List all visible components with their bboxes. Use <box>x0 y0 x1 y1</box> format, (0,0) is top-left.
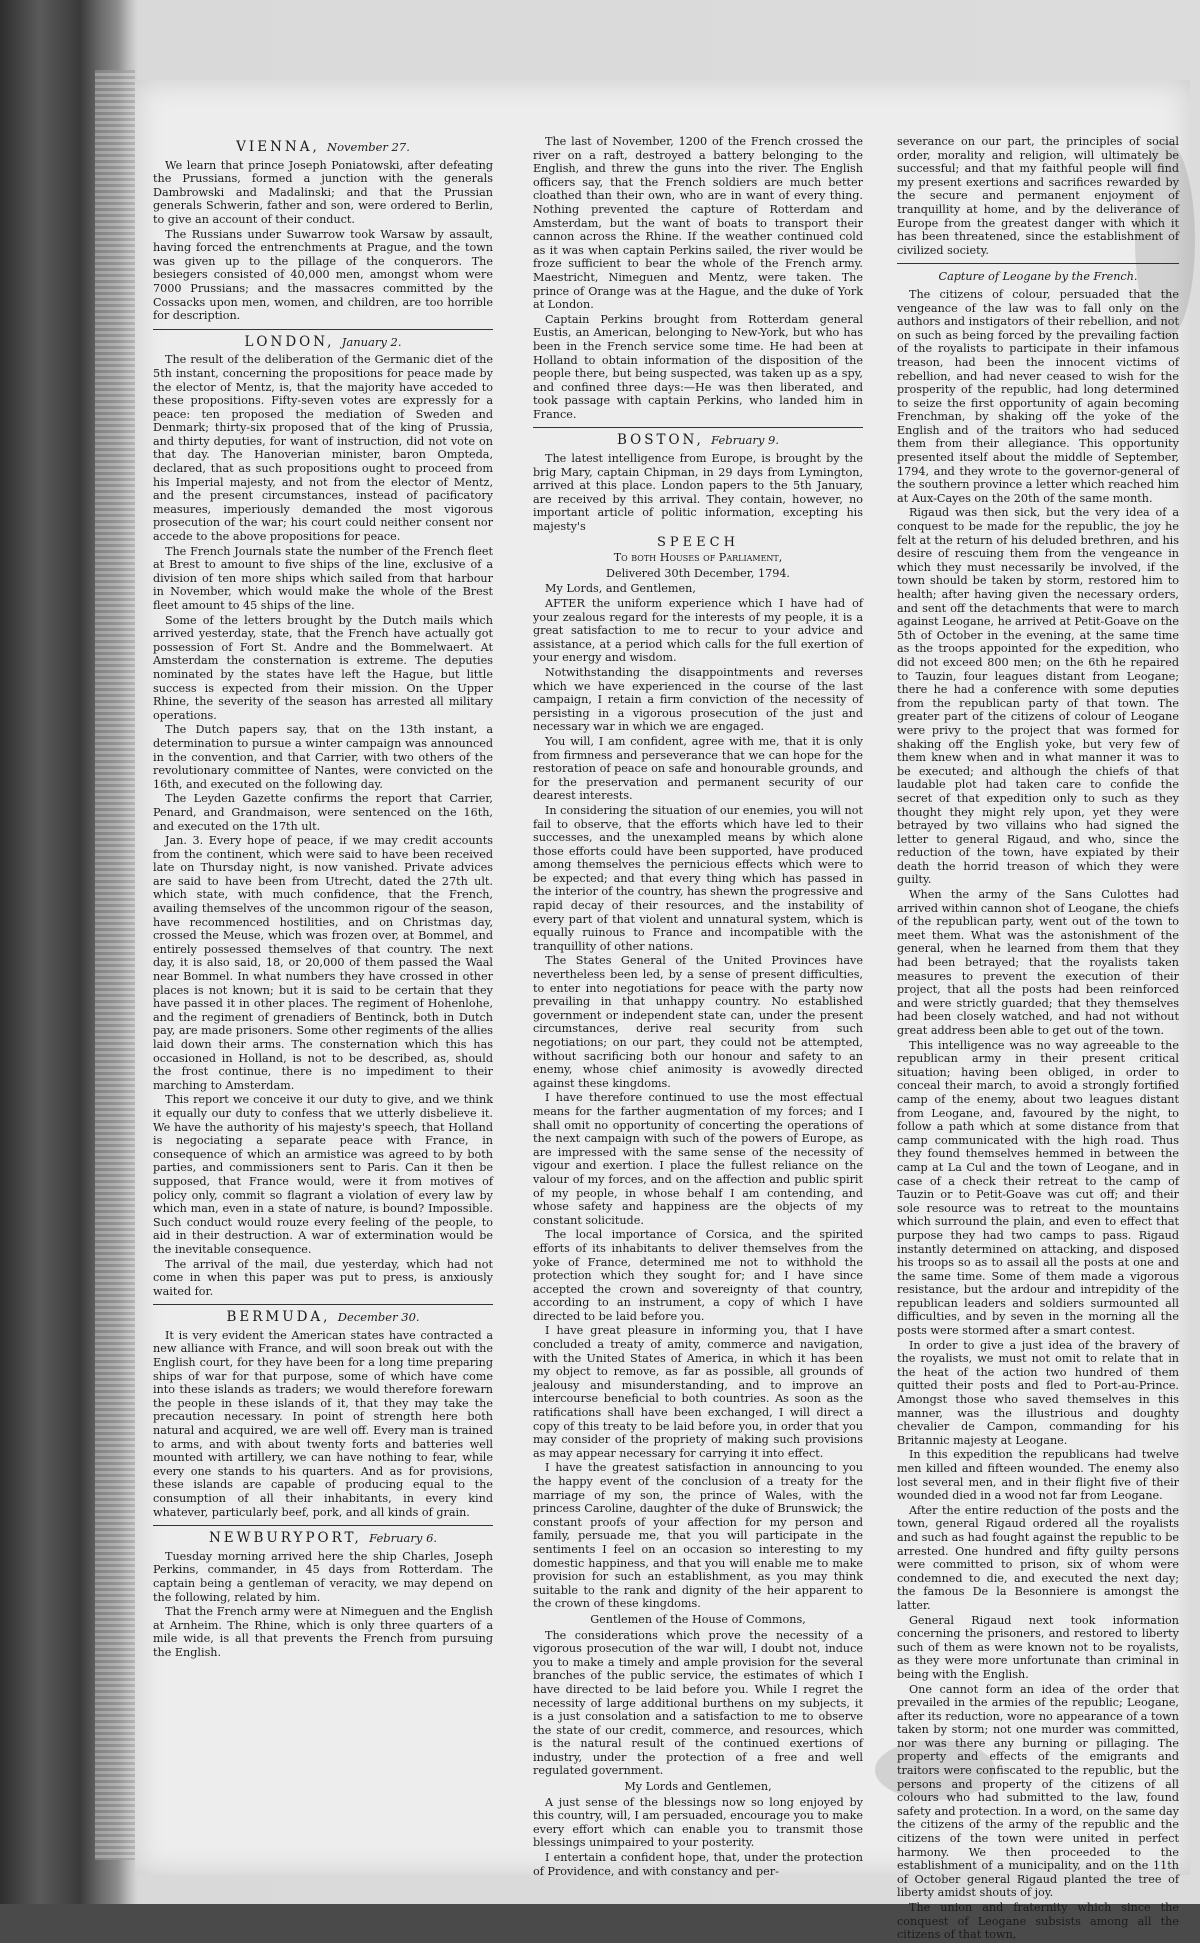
dateline-newburyport: NEWBURYPORT, February 6. <box>208 1530 438 1547</box>
paragraph: This intelligence was no way agreeable to the republican army in their present critical situation; having been obliged, in order to conceal their march, to avoid a strongly fortified camp of the enemy, about two leagues distant from Leogane, and, favoured by the night, to follow a path which at some distance from that camp communicated with the high road. Thus they found themselves hemmed in between the camp at La Cul and the town of Leogane, and in case of a check their retreat to the camp of Tauzin or to Petit-Goave was cut off; and their sole resource was to retreat to the mountains which surround the plain, and even to effect that purpose they had two camps to pass. Rigaud instantly determined on attacking, and disposed his troops so as to assail all the posts at one and the same time. Some of them made a vigorous resistance, but the ardour and intrepidity of the republican leaders and soldiers surmounted all difficulties, and by seven in the morning all the posts were stormed after a smart contest. <box>897 1038 1179 1338</box>
paragraph: I entertain a confident hope, that, under the protection of Providence, and with constancy and per- <box>533 1851 863 1878</box>
paragraph: The Leyden Gazette confirms the report that Carrier, Penard, and Grandmaison, were sentenced on the 16th, and executed on the 17th ult. <box>153 792 493 833</box>
paragraph: General Rigaud next took information concerning the prisoners, and restored to liberty such of them as were known not to be royalists, as they were more unfortunate than criminal in being with the English. <box>897 1613 1179 1681</box>
speech-commons-heading: Gentlemen of the House of Commons, <box>590 1612 806 1626</box>
paragraph: In considering the situation of our enemies, you will not fail to observe, that the efforts which have led to their successes, and the unexampled means by which alone those efforts could have been supported, have produced among themselves the pernicious effects which were to be expected; and that every thing which has passed in the interior of the country, has shewn the progressive and rapid decay of their resources, and the instability of every part of that violent and unnatural system, which is equally ruinous to France and incompatible with the tranquillity of other nations. <box>533 803 863 953</box>
speech-date: Delivered 30th December, 1794. <box>606 566 790 580</box>
dateline-boston: BOSTON, February 9. <box>616 432 779 449</box>
paragraph: After the entire reduction of the posts and the town, general Rigaud ordered all the royalists and such as had fought against the republic to be arrested. One hundred and fifty guilty persons were committed to prison, six of whom were condemned to die, and executed the next day; the famous De la Besonniere is amongst the latter. <box>897 1503 1179 1612</box>
speech-heading: SPEECH <box>657 534 739 550</box>
speech-addressee: To both Houses of Parliament, <box>613 551 783 565</box>
divider <box>153 1525 493 1526</box>
paragraph: The union and fraternity which since the conquest of Leogane subsists among all the citizens of that town, <box>897 1901 1179 1942</box>
paragraph: The citizens of colour, persuaded that the vengeance of the law was to fall only on the authors and instigators of their rebellion, and not on such as being forced by the prevailing faction of the royalists to participate in their infamous treason, had been the innocent victims of rebellion, and had never ceased to wish for the prosperity of the republic, had long determined to seize the first opportunity of again becoming Frenchman, by shaking off the yoke of the English and of the traitors who had seduced them from their allegiance. This opportunity presented itself about the middle of September, 1794, and they wrote to the governor-general of the southern province a letter which reached him at Aux-Cayes on the 20th of the same month. <box>897 287 1179 505</box>
divider <box>153 1304 493 1305</box>
paragraph: The Russians under Suwarrow took Warsaw by assault, having forced the entrenchments at Prague, and the town was given up to the pillage of the conquerors. The besiegers consisted of 40,000 men, amongst whom were 7000 Prussians; and the massacres committed by the Cossacks upon men, women, and children, are too horrible for description. <box>153 227 493 323</box>
paragraph: In this expedition the republicans had twelve men killed and fifteen wounded. The enemy also lost several men, and in their flight five of their wounded died in a wood not far from Leogane. <box>897 1448 1179 1503</box>
paragraph: Notwithstanding the disappointments and reverses which we have experienced in the course of the last campaign, I retain a firm conviction of the necessity of persisting in a vigorous prosecution of the just and necessary war in which we are engaged. <box>533 665 863 734</box>
dateline-bermuda: BERMUDA, December 30. <box>226 1309 420 1326</box>
dateline-vienna: VIENNA, November 27. <box>236 139 410 155</box>
article-heading-leogane: Capture of Leogane by the French. <box>938 270 1138 284</box>
paragraph: We learn that prince Joseph Poniatowski, after defeating the Prussians, formed a junction with the generals Dambrowski and Madalinski; and that the Prussian generals Schwerin, father and son, were ordered to Berlin, to give an account of their conduct. <box>153 158 493 226</box>
salutation: My Lords, and Gentlemen, <box>545 582 696 596</box>
paragraph: When the army of the Sans Culottes had arrived within cannon shot of Leogane, the chiefs of the republican party, went out of the town to meet them. What was the astonishment of the general, when he learned from them that they had been betrayed; that the royalists taken measures to prevent the execution of their project, that all the posts had been reinforced and were strictly guarded; that they themselves had been closely watched, and had not without great address been able to get out of the town. <box>897 888 1179 1037</box>
divider <box>533 427 863 428</box>
paragraph: A just sense of the blessings now so long enjoyed by this country, will, I am persuaded, encourage you to make every effort which can enable you to transmit those blessings unimpaired to your posterity. <box>533 1795 863 1850</box>
paragraph: I have great pleasure in informing you, that I have concluded a treaty of amity, commerce and navigation, with the United States of America, in which it has been my object to remove, as far as possible, all grounds of jealousy and misunderstanding, and to improve an intercourse beneficial to both countries. As soon as the ratifications shall have been exchanged, I will direct a copy of this treaty to be laid before you, in order that you may consider of the propriety of making such provisions as may appear necessary for carrying it into effect. <box>533 1324 863 1460</box>
paragraph: The arrival of the mail, due yesterday, which had not come in when this paper was put to press, is anxiously waited for. <box>153 1257 493 1298</box>
paragraph: It is very evident the American states have contracted a new alliance with France, and will soon break out with the English court, for they have been for a long time preparing ships of war for that purpose, some of which have come into these islands as traders; we would therefore forewarn the people in these islands of it, that they may take the precaution necessary. In point of strength here both natural and acquired, we are well off. Every man is trained to arms, and with about twenty forts and batteries well mounted with artillery, we can have nothing to fear, while every one stands to his quarters. And as for provisions, these islands are capable of producing equal to the consumption of all their inhabitants, in every kind whatever, particularly beef, pork, and all kinds of grain. <box>153 1328 493 1519</box>
dateline-london: LONDON, January 2. <box>244 333 402 350</box>
divider <box>897 263 1179 264</box>
paragraph: Some of the letters brought by the Dutch mails which arrived yesterday, state, that the French have actually got possession of Fort St. Andre and the Bommelwaert. At Amsterdam the consternation is extreme. The deputies nominated by the states have left the Hague, but little success is expected from their mission. On the Upper Rhine, the severity of the season has arrested all military operations. <box>153 613 493 722</box>
paragraph: I have therefore continued to use the most effectual means for the farther augmentation of my forces; and I shall omit no opportunity of concerting the operations of the next campaign with such of the powers of Europe, as are impressed with the same sense of the necessity of vigour and exertion. I place the fullest reliance on the valour of my forces, and on the affection and public spirit of my people, in whose behalf I am contending, and whose safety and happiness are the objects of my constant solicitude. <box>533 1091 863 1227</box>
paragraph: The Dutch papers say, that on the 13th instant, a determination to pursue a winter campaign was announced in the convention, and that Carrier, with two others of the revolutionary committee of Nantes, were convicted on the 16th, and executed on the following day. <box>153 723 493 791</box>
paragraph: Jan. 3. Every hope of peace, if we may credit accounts from the continent, which were said to have been received late on Thursday night, is now vanished. Private advices are said to have been from Utrecht, dated the 27th ult. which state, with much confidence, that the French, availing themselves of the uncommon rigour of the season, have recommenced hostilities, and on Christmas day, crossed the Meuse, which was frozen over, at Bommel, and entirely possessed themselves of that country. The next day, it is also said, 18, or 20,000 of them passed the Waal near Bommel. In what numbers they have crossed in other places is not known; but it is said to be certain that they have passed it in other places. The regiment of Hohenlohe, and the regiment of grenadiers of Bentinck, both in Dutch pay, are made prisoners. Some other regiments of the allies laid down their arms. The consternation which this has occasioned in Holland, is not to be described, as, should the frost continue, there is no impediment to their marching to Amsterdam. <box>153 834 493 1092</box>
paragraph: The last of November, 1200 of the French crossed the river on a raft, destroyed a battery belonging to the English, and threw the guns into the river. The English officers say, that the French soldiers are much better cloathed than their own, who are in want of every thing. Nothing prevented the capture of Rotterdam and Amsterdam, but the want of boats to transport their cannon across the Rhine. If the weather continued cold as it was when captain Perkins sailed, the river would be froze sufficient to bear the whole of the French army. Maestricht, Nimeguen and Mentz, were taken. The prince of Orange was at the Hague, and the duke of York at London. <box>533 135 863 312</box>
paragraph: severance on our part, the principles of social order, morality and religion, will ultimately be successful; and that my faithful people will find my present exertions and sacrifices rewarded by the secure and permanent enjoyment of tranquillity at home, and by the deliverance of Europe from the greatest danger with which it has been threatened, since the establishment of civilized society. <box>897 135 1179 257</box>
paragraph: AFTER the uniform experience which I have had of your zealous regard for the interests of my people, it is a great satisfaction to me to recur to your advice and assistance, at a period which calls for the full exertion of your energy and wisdom. <box>533 597 863 665</box>
paragraph: Captain Perkins brought from Rotterdam general Eustis, an American, belonging to New-York, but who has been in the French service some time. He had been at Holland to obtain information of the disposition of the people there, but being suspected, was taken up as a spy, and confined three days:—He was then liberated, and took passage with captain Perkins, who landed him in France. <box>533 312 863 421</box>
paragraph: That the French army were at Nimeguen and the English at Arnheim. The Rhine, which is only three quarters of a mile wide, is all that prevents the French from pursuing the English. <box>153 1605 493 1659</box>
column-3 <box>897 135 1179 1943</box>
paragraph: You will, I am confident, agree with me, that it is only from firmness and perseverance that we can hope for the restoration of peace on safe and honourable grounds, and for the preservation and permanent security of our dearest interests. <box>533 734 863 803</box>
paragraph: The result of the deliberation of the Germanic diet of the 5th instant, concerning the propositions for peace made by the elector of Mentz, is, that the majority have acceded to these propositions. Fifty-seven votes are expressly for a peace: ten proposed the mediation of Sweden and Denmark; thirty-six proposed that of the king of Prussia, and thirty deputies, for want of instruction, did not vote on that day. The Hanoverian minister, baron Ompteda, declared, that as such propositions ought to proceed from his Imperial majesty, and not from the elector of Mentz, and the present circumstances, instead of pacificatory measures, imperiously demanded the most vigorous prosecution of the war; his court could neither consent nor accede to the above propositions for peace. <box>153 353 493 544</box>
divider <box>153 329 493 330</box>
paragraph: The considerations which prove the necessity of a vigorous prosecution of the war will, I doubt not, induce you to make a timely and ample provision for the several branches of the public service, the estimates of which I have directed to be laid before you. While I regret the necessity of large additional burthens on my subjects, it is a just consolation and a satisfaction to me to observe the state of our credit, commerce, and resources, which is the natural result of the continued exertions of industry, under the protection of a free and well regulated government. <box>533 1628 863 1778</box>
paragraph: Rigaud was then sick, but the very idea of a conquest to be made for the republic, the joy he felt at the return of his deluded brethren, and his desire of rescuing them from the vengeance in which they must necessarily be involved, if the town should be taken by storm, restored him to health; after having given the necessary orders, and sent off the detachments that were to march against Leogane, he arrived at Petit-Goave on the 5th of October in the evening, at the same time as the troops appointed for the expedition, who did not exceed 800 men; on the 6th he repaired to Tauzin, four leagues distant from Leogane; there he had a conference with some deputies from the republican party of that town. The greater part of the citizens of colour of Leogane were privy to the project that was formed for shaking off the English yoke, but very few of them knew when and in what manner it was to be executed; and although the chiefs of that laudable plot had taken care to confide the secret of that expedition only to such as they thought they might rely upon, yet they were betrayed by two villains who had signed the letter to general Rigaud, and who, since the reduction of the town, have expiated by their death the horrid treason of which they were guilty. <box>897 506 1179 887</box>
newspaper-page <box>135 80 1190 1942</box>
paragraph: Tuesday morning arrived here the ship Charles, Joseph Perkins, commander, in 45 days from Rotterdam. The captain being a gentleman of veracity, we may depend on the following, related by him. <box>153 1549 493 1604</box>
paragraph: One cannot form an idea of the order that prevailed in the armies of the republic; Leogane, after its reduction, wore no appearance of a town taken by storm; not one murder was committed, nor was there any burning or pillaging. The property and effects of the emigrants and traitors were confiscated to the republic, but the persons and property of the citizens of all colours who had submitted to the law, found safety and protection. In a word, on the same day the citizens of the army of the republic and the citizens of the town were united in perfect harmony. We then proceeded to the establishment of a municipality, and on the 11th of October general Rigaud planted the tree of liberty amidst shouts of joy. <box>897 1682 1179 1900</box>
column-1 <box>153 135 493 1661</box>
paragraph: The French Journals state the number of the French fleet at Brest to amount to five ships of the line, exclusive of a division of ten more ships which sailed from that harbour in November, which would make the whole of the Brest fleet amount to 45 ships of the line. <box>153 544 493 612</box>
paragraph: The latest intelligence from Europe, is brought by the brig Mary, captain Chipman, in 29 days from Lymington, arrived at this place. London papers to the 5th January, are received by this arrival. They contain, however, no important article of politic information, excepting his majesty's <box>533 452 863 534</box>
binding-edge <box>95 70 135 1860</box>
column-2 <box>533 135 863 1879</box>
paragraph: I have the greatest satisfaction in announcing to you the happy event of the conclusion of a treaty for the marriage of my son, the prince of Wales, with the princess Caroline, daughter of the duke of Brunswick; the constant proofs of your affection for my person and family, persuade me, that you will participate in the sentiments I feel on an occasion so interesting to my domestic happiness, and that you will enable me to make provision for such an establishment, as you may think suitable to the rank and dignity of the heir apparent to the crown of these kingdoms. <box>533 1461 863 1611</box>
speech-salutation-2: My Lords and Gentlemen, <box>624 1780 772 1794</box>
paragraph: The local importance of Corsica, and the spirited efforts of its inhabitants to deliver themselves from the yoke of France, determined me not to withhold the protection which they sought for; and I have since accepted the crown and sovereignty of that country, according to an instrument, a copy of which I have directed to be laid before you. <box>533 1228 863 1323</box>
paragraph: In order to give a just idea of the bravery of the royalists, we must not omit to relate that in the heat of the action two hundred of them quitted their posts and fled to Port-au-Prince. Amongst those who saved themselves in this manner, was the illustrious and doughty chevalier de Campon, commanding for his Britannic majesty at Leogane. <box>897 1338 1179 1447</box>
paragraph: This report we conceive it our duty to give, and we think it equally our duty to confess that we utterly disbelieve it. We have the authority of his majesty's speech, that Holland is negociating a separate peace with France, in consequence of which an armistice was agreed to by both parties, and commissioners sent to Paris. Can it then be supposed, that France would, were it from motives of policy only, commit so flagrant a violation of every law by which man, even in a state of nature, is bound? Impossible. Such conduct would rouze every feeling of the people, to aid in their destruction. A war of extermination would be the inevitable consequence. <box>153 1093 493 1256</box>
paragraph: The States General of the United Provinces have nevertheless been led, by a sense of present difficulties, to enter into negotiations for peace with the party now prevailing in that unhappy country. No established government or independent state can, under the present circumstances, derive real security from such negotiations; on our part, they could not be attempted, without sacrificing both our honour and safety to an enemy, whose chief animosity is avowedly directed against these kingdoms. <box>533 954 863 1090</box>
